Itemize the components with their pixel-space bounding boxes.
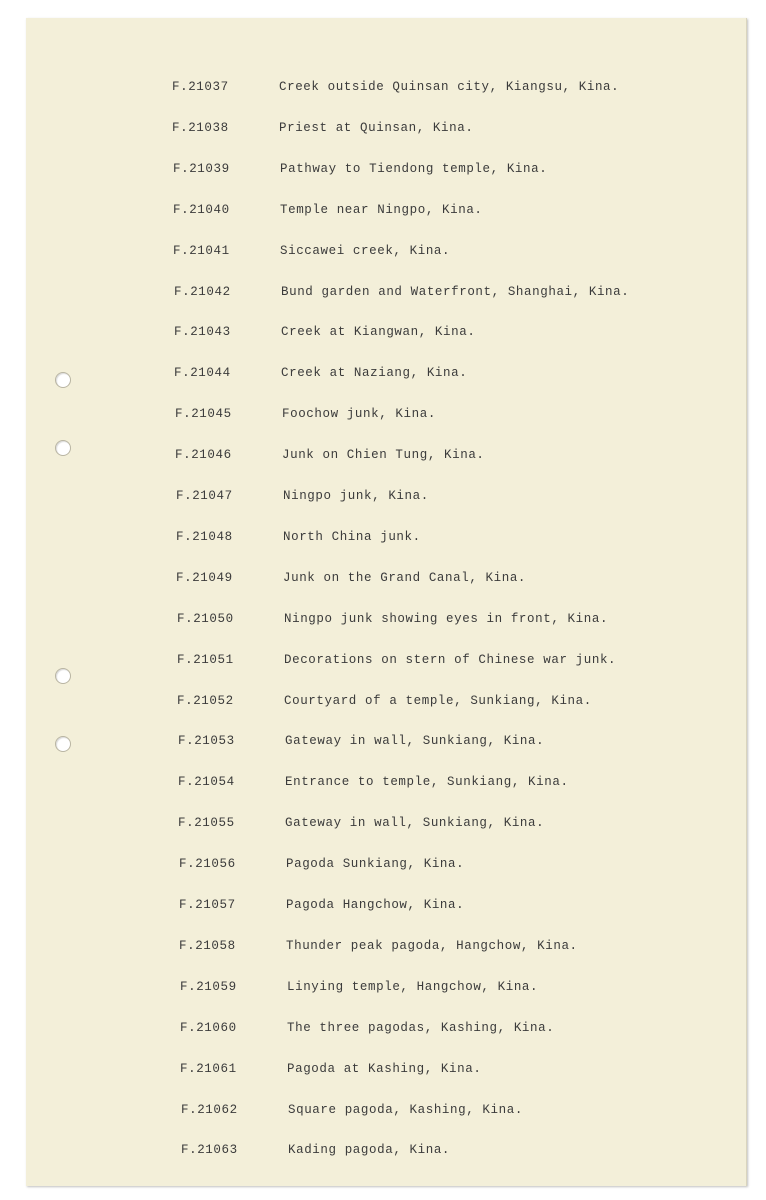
catalog-number: F.21058 <box>179 939 236 953</box>
list-item <box>176 489 429 503</box>
list-item <box>174 325 475 339</box>
photo-description: Foochow junk, Kina. <box>282 407 436 421</box>
catalog-number: F.21051 <box>177 653 234 667</box>
photo-description: Junk on Chien Tung, Kina. <box>282 448 485 462</box>
list-item <box>174 285 629 299</box>
photo-description: Courtyard of a temple, Sunkiang, Kina. <box>284 694 592 708</box>
photo-description: Pagoda at Kashing, Kina. <box>287 1062 482 1076</box>
photo-description: Creek outside Quinsan city, Kiangsu, Kina. <box>279 80 620 94</box>
list-item <box>177 612 608 626</box>
list-item <box>177 653 616 667</box>
catalog-number: F.21046 <box>175 448 232 462</box>
list-item <box>174 366 467 380</box>
list-item <box>177 694 592 708</box>
catalog-number: F.21040 <box>173 203 230 217</box>
list-item <box>179 939 578 953</box>
catalog-number: F.21038 <box>172 121 229 135</box>
catalog-number: F.21062 <box>181 1103 238 1117</box>
catalog-number: F.21049 <box>176 571 233 585</box>
catalog-number: F.21048 <box>176 530 233 544</box>
photo-description: Ningpo junk showing eyes in front, Kina. <box>284 612 609 626</box>
catalog-number: F.21052 <box>177 694 234 708</box>
list-item <box>181 1103 523 1117</box>
list-item <box>180 1021 554 1035</box>
photo-description: Square pagoda, Kashing, Kina. <box>288 1103 523 1117</box>
list-item <box>173 244 450 258</box>
catalog-number: F.21043 <box>174 325 231 339</box>
catalog-number: F.21056 <box>179 857 236 871</box>
photo-description: Kading pagoda, Kina. <box>288 1143 451 1157</box>
catalog-number: F.21053 <box>178 734 235 748</box>
photo-description: Pagoda Hangchow, Kina. <box>286 898 465 912</box>
document-page <box>26 18 747 1186</box>
list-item <box>175 448 485 462</box>
list-item <box>176 530 421 544</box>
list-item <box>180 980 538 994</box>
photo-description: North China junk. <box>283 530 421 544</box>
photo-description: Bund garden and Waterfront, Shanghai, Kina. <box>281 285 630 299</box>
photo-description: Temple near Ningpo, Kina. <box>280 203 483 217</box>
photo-description: Ningpo junk, Kina. <box>283 489 429 503</box>
list-item <box>179 857 464 871</box>
list-item <box>181 1143 450 1157</box>
list-item <box>179 898 464 912</box>
list-item <box>175 407 436 421</box>
photo-description: Siccawei creek, Kina. <box>280 244 451 258</box>
photo-description: Linying temple, Hangchow, Kina. <box>287 980 539 994</box>
photo-description: Gateway in wall, Sunkiang, Kina. <box>285 816 545 830</box>
catalog-number: F.21055 <box>178 816 235 830</box>
catalog-number: F.21039 <box>173 162 230 176</box>
catalog-number: F.21050 <box>177 612 234 626</box>
list-item <box>173 162 547 176</box>
list-item <box>176 571 526 585</box>
photo-description: Thunder peak pagoda, Hangchow, Kina. <box>286 939 578 953</box>
list-item <box>178 775 569 789</box>
catalog-number: F.21041 <box>173 244 230 258</box>
catalog-number: F.21047 <box>176 489 233 503</box>
photo-description: Entrance to temple, Sunkiang, Kina. <box>285 775 569 789</box>
catalog-number: F.21059 <box>180 980 237 994</box>
list-item <box>178 816 544 830</box>
list-item <box>172 80 619 94</box>
photo-description: Junk on the Grand Canal, Kina. <box>283 571 527 585</box>
catalog-number: F.21054 <box>178 775 235 789</box>
list-item <box>178 734 544 748</box>
photo-description: Decorations on stern of Chinese war junk. <box>284 653 617 667</box>
catalog-number: F.21060 <box>180 1021 237 1035</box>
list-item <box>173 203 483 217</box>
catalog-number: F.21042 <box>174 285 231 299</box>
photo-description: Pagoda Sunkiang, Kina. <box>286 857 465 871</box>
catalog-number: F.21037 <box>172 80 229 94</box>
photo-description: Pathway to Tiendong temple, Kina. <box>280 162 548 176</box>
photo-index-list <box>26 18 746 1186</box>
catalog-number: F.21063 <box>181 1143 238 1157</box>
catalog-number: F.21057 <box>179 898 236 912</box>
photo-description: Creek at Naziang, Kina. <box>281 366 468 380</box>
catalog-number: F.21045 <box>175 407 232 421</box>
photo-description: Priest at Quinsan, Kina. <box>279 121 474 135</box>
catalog-number: F.21061 <box>180 1062 237 1076</box>
photo-description: The three pagodas, Kashing, Kina. <box>287 1021 555 1035</box>
list-item <box>180 1062 481 1076</box>
catalog-number: F.21044 <box>174 366 231 380</box>
photo-description: Creek at Kiangwan, Kina. <box>281 325 476 339</box>
list-item <box>172 121 473 135</box>
photo-description: Gateway in wall, Sunkiang, Kina. <box>285 734 545 748</box>
